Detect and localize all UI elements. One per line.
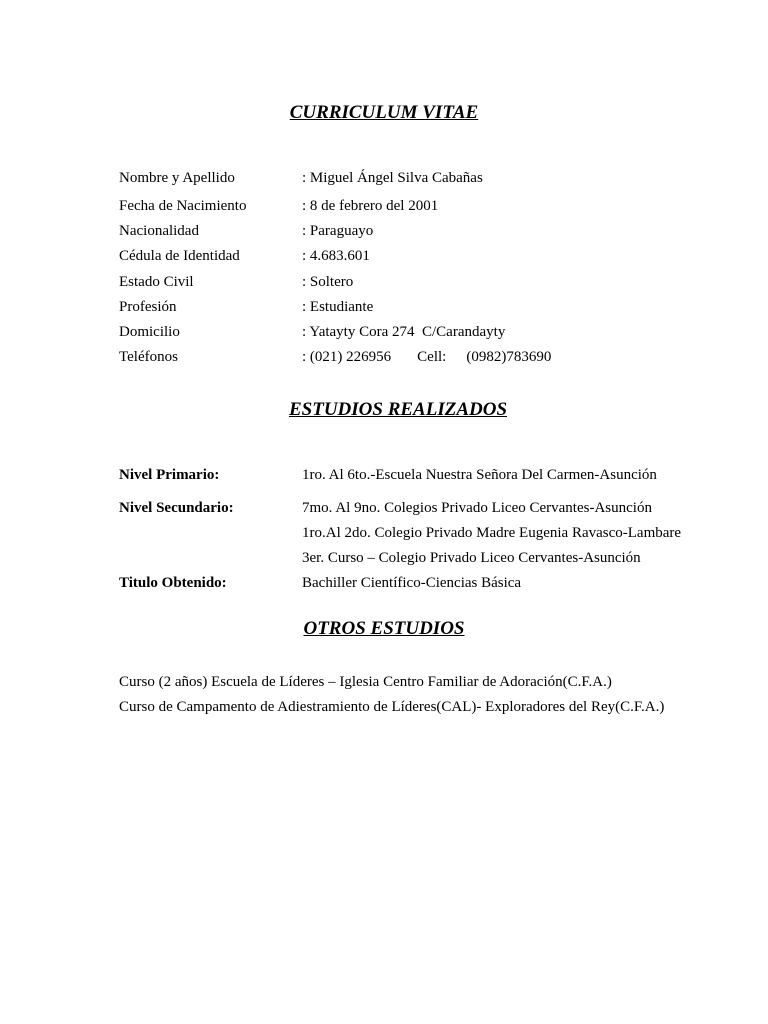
field-value: 1ro.Al 2do. Colegio Privado Madre Eugenia Ravasco-Lambare — [302, 525, 682, 541]
section-title-studies: ESTUDIOS REALIZADOS — [288, 399, 508, 420]
field-label: Nombre y Apellido — [119, 170, 235, 186]
field-value: : Estudiante — [302, 299, 374, 315]
field-label: Fecha de Nacimiento — [119, 198, 247, 214]
field-value: 3er. Curso – Colegio Privado Liceo Cervantes-Asunción — [302, 550, 641, 566]
field-label: Cédula de Identidad — [119, 248, 240, 264]
field-value: 1ro. Al 6to.-Escuela Nuestra Señora Del Carmen-Asunción — [302, 467, 657, 483]
field-label: Nivel Primario: — [119, 467, 220, 483]
field-label: Profesión — [119, 299, 177, 315]
field-value: : Soltero — [302, 274, 354, 290]
field-label: Teléfonos — [119, 349, 178, 365]
other-study-item: Curso (2 años) Escuela de Líderes – Iglesia Centro Familiar de Adoración(C.F.A.) — [119, 674, 612, 690]
section-title-other-studies: OTROS ESTUDIOS — [303, 618, 465, 639]
page-title: CURRICULUM VITAE — [289, 102, 479, 123]
field-value: : Miguel Ángel Silva Cabañas — [302, 170, 483, 186]
phone-values — [302, 348, 551, 366]
home-phone: : (021) 226956 — [302, 349, 392, 365]
field-label: Titulo Obtenido: — [119, 575, 227, 591]
field-value: : Paraguayo — [302, 223, 374, 239]
field-label: Estado Civil — [119, 274, 194, 290]
other-study-item: Curso de Campamento de Adiestramiento de Líderes(CAL)- Exploradores del Rey(C.F.A.) — [119, 699, 665, 715]
field-value: : 8 de febrero del 2001 — [302, 198, 439, 214]
cell-phone: (0982)783690 — [466, 349, 552, 365]
field-value: Bachiller Científico-Ciencias Básica — [302, 575, 522, 591]
field-value: : 4.683.601 — [302, 248, 370, 264]
field-label: Domicilio — [119, 324, 180, 340]
field-value: 7mo. Al 9no. Colegios Privado Liceo Cervantes-Asunción — [302, 500, 652, 516]
cell-label: Cell: — [417, 349, 447, 365]
field-value: : Yatayty Cora 274 C/Carandayty — [302, 324, 506, 340]
field-label: Nivel Secundario: — [119, 500, 234, 516]
field-label: Nacionalidad — [119, 223, 199, 239]
